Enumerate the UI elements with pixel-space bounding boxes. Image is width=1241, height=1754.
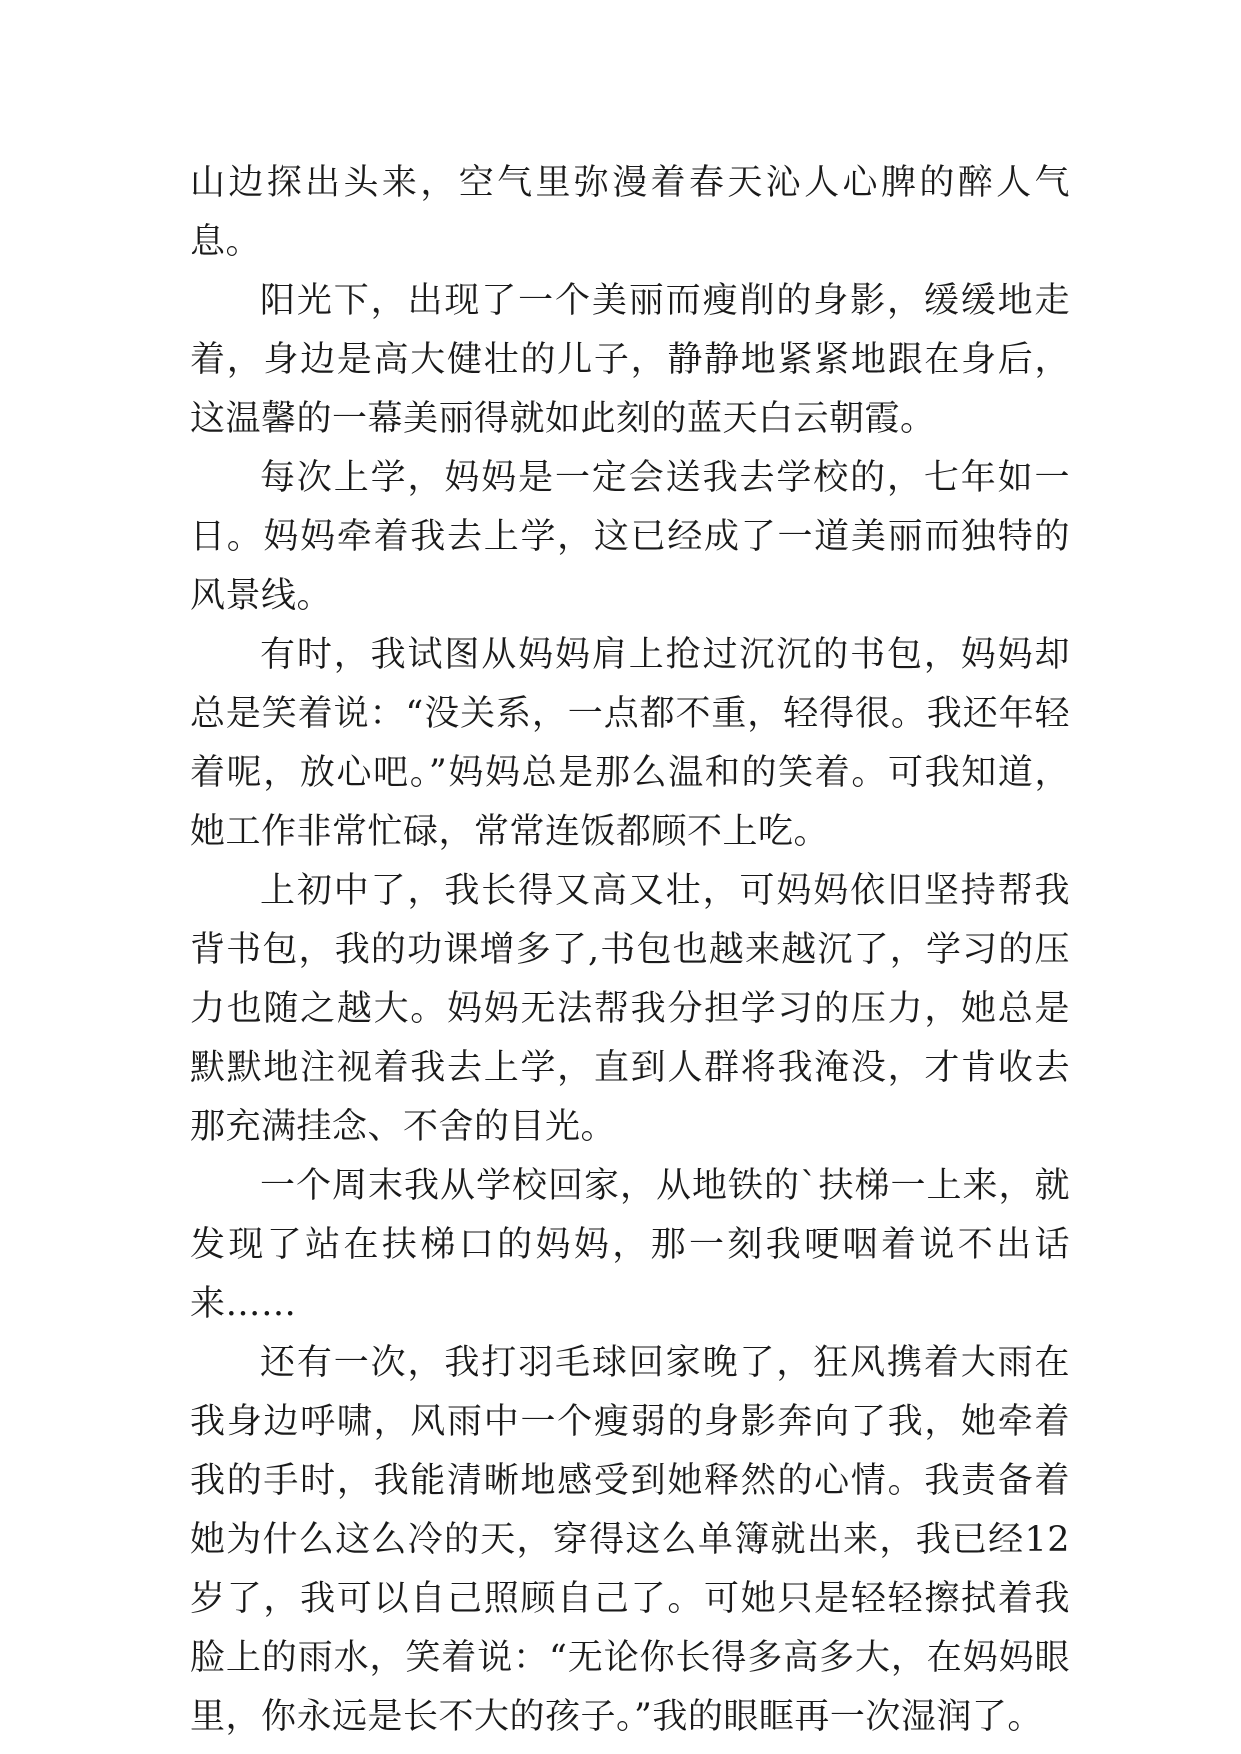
paragraph-7: 还有一次，我打羽毛球回家晚了，狂风携着大雨在我身边呼啸，风雨中一个瘦弱的身影奔向了我，她牵着我的手时，我能清晰地感受到她释然的心情。我责备着她为什么这么冷的天，穿得这么单簿就出来，我已经12岁了，我可以自己照顾自己了。可她只是轻轻擦拭着我脸上的雨水，笑着说：“无论你长得多高多大，在妈妈眼里，你永远是长不大的孩子。”我的眼眶再一次湿润了。 bbox=[190, 1343, 1070, 1737]
essay-body bbox=[190, 154, 1070, 1747]
paragraph-6: 一个周末我从学校回家，从地铁的`扶梯一上来，就发现了站在扶梯口的妈妈，那一刻我哽咽着说不出话来…… bbox=[190, 1166, 1070, 1324]
paragraph-4: 有时，我试图从妈妈肩上抢过沉沉的书包，妈妈却总是笑着说：“没关系，一点都不重，轻得很。我还年轻着呢，放心吧。”妈妈总是那么温和的笑着。可我知道，她工作非常忙碌，常常连饭都顾不上吃。 bbox=[190, 635, 1070, 852]
paragraph-3: 每次上学，妈妈是一定会送我去学校的，七年如一日。妈妈牵着我去上学，这已经成了一道美丽而独特的风景线。 bbox=[190, 458, 1070, 616]
paragraph-2: 阳光下，出现了一个美丽而瘦削的身影，缓缓地走着，身边是高大健壮的儿子，静静地紧紧地跟在身后，这温馨的一幕美丽得就如此刻的蓝天白云朝霞。 bbox=[190, 281, 1070, 439]
paragraph-5: 上初中了，我长得又高又壮，可妈妈依旧坚持帮我背书包，我的功课增多了,书包也越来越沉了，学习的压力也随之越大。妈妈无法帮我分担学习的压力，她总是默默地注视着我去上学，直到人群将我淹没，才肯收去那充满挂念、不舍的目光。 bbox=[190, 871, 1070, 1147]
paragraph-1: 山边探出头来，空气里弥漫着春天沁人心脾的醉人气息。 bbox=[190, 163, 1070, 262]
